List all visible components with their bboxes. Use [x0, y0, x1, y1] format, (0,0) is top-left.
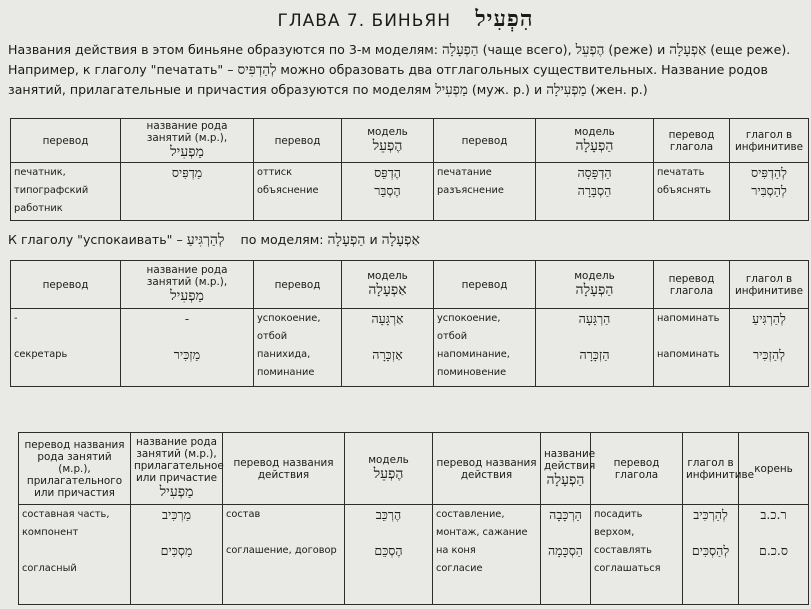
column-header — [11, 261, 121, 309]
table-cell — [342, 163, 434, 221]
column-header — [131, 433, 223, 505]
table-cell — [434, 163, 536, 221]
column-header-text: перевод глагола — [668, 128, 715, 153]
table-hitpael-print — [10, 118, 809, 221]
line2-text-2: по моделям: — [240, 232, 324, 247]
column-header-model: מַפְעִיל — [170, 288, 204, 304]
column-header-text: перевод — [461, 134, 508, 147]
column-header-text: модель — [574, 270, 615, 282]
line2-verb: לְהַרְגִּיעַ — [186, 232, 225, 248]
table-cell — [11, 163, 121, 221]
column-header — [541, 433, 596, 505]
model-maf-il: מַפְעִיל — [435, 82, 468, 98]
column-header-model: הַפְעָלָה — [546, 472, 585, 488]
column-header-model: הַפְעָלָה — [575, 282, 614, 298]
column-header — [254, 119, 342, 163]
column-header — [342, 261, 434, 309]
hebrew-word: הֶרְכֵּב הֶסְכֵּם — [374, 507, 403, 558]
column-header — [730, 119, 809, 163]
model-maf-ila: מַפְעִילָה — [546, 82, 587, 98]
column-header — [121, 119, 254, 163]
line2-text-1: К глаголу "успокаивать" – — [8, 232, 183, 247]
column-header — [254, 261, 342, 309]
column-header-text: модель — [367, 126, 408, 138]
table-cell — [654, 163, 730, 221]
example-verb: לְהַדְפִּיס — [237, 62, 277, 78]
table-cell — [739, 505, 809, 605]
hebrew-word: מַרְכִּיב מַסְכִּים — [160, 507, 193, 558]
hebrew-word: - מַזְכִּיר — [173, 311, 201, 362]
intro-text-3: (реже) и — [608, 42, 666, 57]
binyan-name: הִפְעִיל — [475, 6, 534, 32]
column-header-text: название рода занятий (м.р.), — [146, 120, 228, 144]
model-af-ala: אַפְעָלָה — [669, 42, 707, 58]
line2-model-1: הַפְעָלָה — [327, 232, 366, 248]
column-header-text: название действия — [544, 448, 596, 472]
column-header-model: מַפְעִיל — [159, 484, 194, 500]
table-compose — [18, 432, 809, 605]
column-header-text: перевод — [274, 278, 321, 291]
intro-text-5: можно образовать два отглагольных существительных. Название родов занятий, прилагательные и причастия образуются по моделям — [8, 62, 768, 97]
header-row — [11, 261, 809, 309]
column-header-text: корень — [754, 462, 793, 475]
translation-text: составление, монтаж, сажание на коня согласие — [436, 509, 528, 574]
hebrew-word: ר.כ.ב ס.כ.ם — [759, 507, 788, 558]
column-header-text: перевод — [42, 134, 89, 147]
table-cell — [254, 309, 342, 387]
table-cell — [342, 309, 434, 387]
column-header — [433, 433, 541, 505]
model-haf-ala: הַפְעָלָה — [441, 42, 479, 58]
table-cell — [131, 505, 223, 605]
column-header-model: הֶפְעֵל — [373, 466, 404, 482]
column-header-text: модель — [574, 126, 615, 138]
column-header — [591, 433, 683, 505]
table-cell — [433, 505, 541, 605]
column-header — [536, 261, 654, 309]
column-header-text: глагол в инфинитиве — [686, 456, 755, 481]
column-header — [121, 261, 254, 309]
page-title — [0, 6, 811, 32]
hebrew-word: לְהַדְפִּיס לְהַסְבִּיר — [751, 165, 787, 198]
hebrew-word: הַרְכָּבָה הַסְכָּמָה — [547, 507, 583, 558]
column-header-text: название рода занятий (м.р.), — [146, 264, 228, 288]
table-cell — [254, 163, 342, 221]
column-header-text: перевод названия действия — [233, 456, 334, 481]
hebrew-word: לְהַרְכִּיב לְהַסְכִּים — [691, 507, 730, 558]
column-header-text: перевод названия рода занятий (м.р.), прилагательного или причастия — [24, 438, 125, 499]
table-cell — [121, 309, 254, 387]
column-header-text: перевод глагола — [613, 456, 660, 481]
translation-text: печатать объяснять — [657, 167, 712, 196]
column-header-text: модель — [367, 270, 408, 282]
column-header-model: מַפְעִיל — [170, 144, 204, 160]
translation-text: - секретарь — [14, 313, 68, 360]
column-header — [654, 119, 730, 163]
translation-text: успокоение, отбой панихида, поминание — [257, 313, 321, 378]
translation-text: печатание разъяснение — [437, 167, 504, 196]
table-cell — [730, 163, 809, 221]
table-row — [11, 309, 809, 387]
model-hef-el: הֶפְעֵל — [575, 42, 605, 58]
table-cell — [541, 505, 591, 605]
table-cell — [11, 309, 121, 387]
column-header-text: перевод глагола — [668, 272, 715, 297]
table-cell — [591, 505, 683, 605]
column-header-text: глагол в инфинитиве — [734, 272, 804, 297]
column-header-text: перевод — [274, 134, 321, 147]
column-header-text: перевод — [42, 278, 89, 291]
column-header — [654, 261, 730, 309]
column-header — [223, 433, 345, 505]
translation-text: печатник, типографский работник — [14, 167, 89, 214]
column-header-text: перевод — [461, 278, 508, 291]
line2-and: и — [369, 232, 378, 247]
table-cell — [223, 505, 345, 605]
table-row — [11, 163, 809, 221]
intro-text-2: (чаще всего), — [482, 42, 572, 57]
column-header-model: אַפְעָלָה — [368, 282, 407, 298]
column-header-model: הֶפְעֵל — [372, 138, 403, 154]
table-cell — [121, 163, 254, 221]
hebrew-word: הֶדְפֵּס הֶסְבֵּר — [374, 165, 401, 198]
hebrew-word: הַדְפָּסָה הַסְבָּרָה — [577, 165, 612, 198]
table-calm — [10, 260, 809, 387]
column-header — [730, 261, 809, 309]
table-cell — [654, 309, 730, 387]
column-header — [19, 433, 131, 505]
succoth-line — [8, 232, 808, 249]
column-header-text: название рода занятий (м.р.), прилагательное или причастие — [134, 436, 224, 484]
intro-text-1: Названия действия в этом биньяне образуются по 3-м моделям: — [8, 42, 438, 57]
column-header-text: глагол в инфинитиве — [734, 128, 804, 153]
table-cell — [536, 163, 654, 221]
hebrew-word: הַרְגָּעָה הַזְכָּרָה — [578, 311, 611, 362]
table-cell — [19, 505, 131, 605]
header-row — [19, 433, 809, 505]
hebrew-word: אַרְגָּעָה אַזְכָּרָה — [371, 311, 404, 362]
intro-paragraph — [8, 40, 808, 100]
column-header — [342, 119, 434, 163]
intro-text-7: (жен. р.) — [590, 82, 648, 97]
intro-text-6: (муж. р.) и — [471, 82, 543, 97]
column-header — [536, 119, 654, 163]
column-header — [345, 433, 433, 505]
translation-text: успокоение, отбой напоминание, поминовение — [437, 313, 510, 378]
column-header-text: модель — [368, 454, 409, 466]
column-header-text: перевод названия действия — [436, 456, 537, 481]
translation-text: оттиск объяснение — [257, 167, 319, 196]
table-cell — [536, 309, 654, 387]
table-cell — [683, 505, 739, 605]
table-row — [19, 505, 809, 605]
column-header — [11, 119, 121, 163]
column-header — [434, 261, 536, 309]
table-cell — [345, 505, 433, 605]
line2-model-2: אַפְעָלָה — [381, 232, 420, 248]
translation-text: составная часть, компонент согласный — [22, 509, 110, 574]
hebrew-word: לְהַרְגִּיעַ לְהַזְכִּיר — [752, 311, 786, 362]
intro-text-4: (еще реже). Например, к глаголу "печатать" – — [8, 42, 791, 77]
chapter-label: ГЛАВА 7. БИНЬЯН — [277, 11, 451, 31]
column-header — [434, 119, 536, 163]
table-cell — [730, 309, 809, 387]
translation-text: посадить верхом, составлять соглашаться — [594, 509, 661, 574]
header-row — [11, 119, 809, 163]
column-header — [683, 433, 755, 505]
translation-text: напоминать напоминать — [657, 313, 720, 360]
hebrew-word: מַדְפִּיס — [171, 165, 203, 180]
translation-text: состав соглашение, договор — [226, 509, 337, 556]
table-cell — [434, 309, 536, 387]
column-header-model: הַפְעָלָה — [575, 138, 614, 154]
